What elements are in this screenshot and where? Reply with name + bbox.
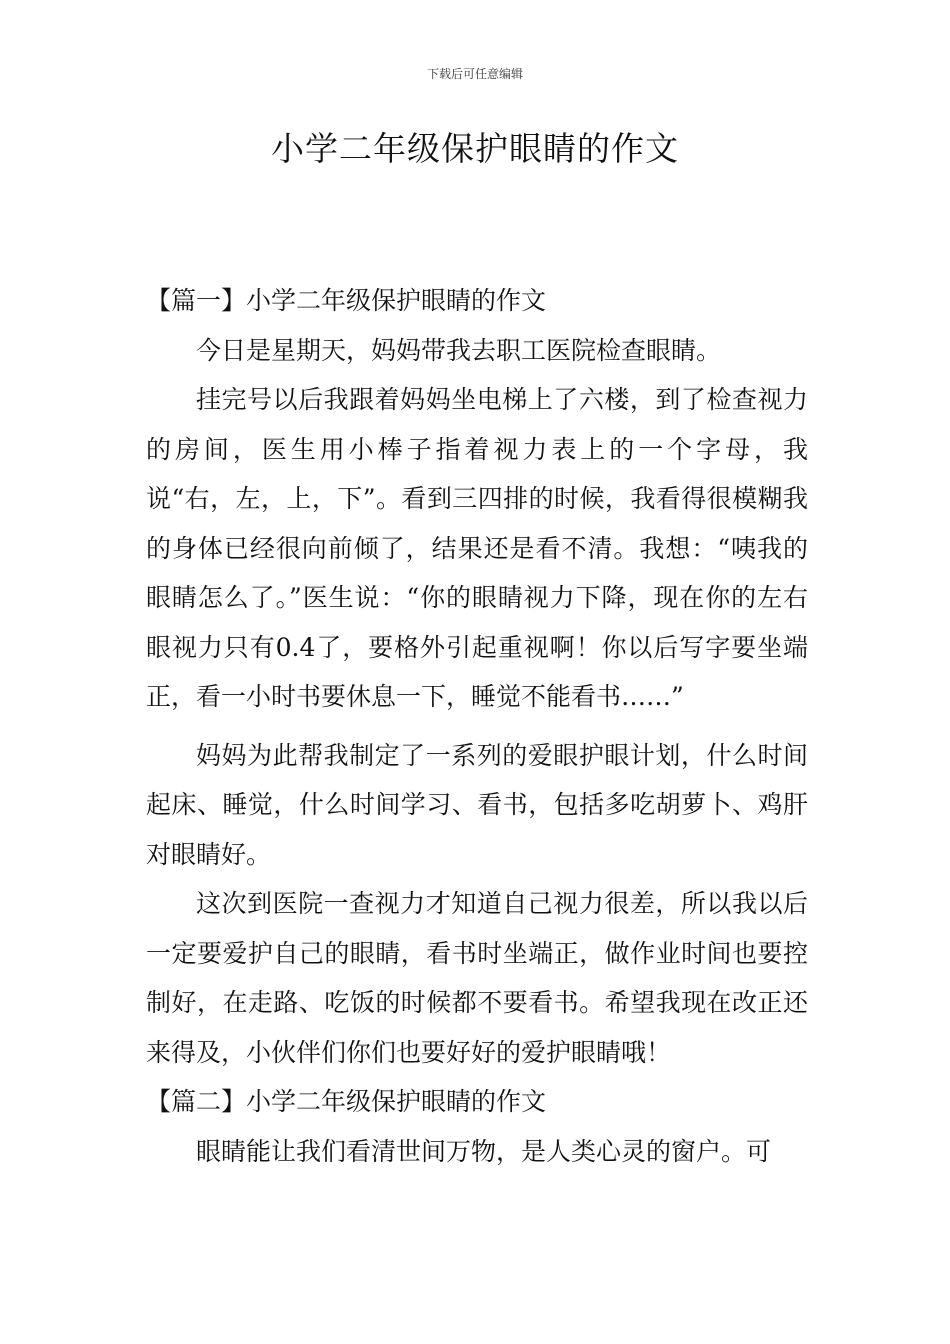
document-body: [146, 276, 808, 1176]
paragraph: 挂完号以后我跟着妈妈坐电梯上了六楼，到了检查视力的房间，医生用小棒子指着视力表上的一个字母，我说“右，左，上，下”。看到三四排的时候，我看得很模糊我的身体已经很向前倾了，结果还是看不清。我想：“咦我的眼睛怎么了。”医生说：“你的眼睛视力下降，现在你的左右眼视力只有0.4了，要格外引起重视啊！你以后写字要坐端正，看一小时书要休息一下，睡觉不能看书……”: [146, 385, 808, 711]
document-title: 小学二年级保护眼睛的作文: [271, 129, 679, 168]
section-heading-2: 【篇二】小学二年级保护眼睛的作文: [146, 1087, 547, 1116]
section-heading-1: 【篇一】小学二年级保护眼睛的作文: [146, 286, 547, 315]
header-note: 下载后可任意编辑: [426, 67, 523, 81]
paragraph: 这次到医院一查视力才知道自己视力很差，所以我以后一定要爱护自己的眼睛，看书时坐端正，做作业时间也要控制好，在走路、吃饭的时候都不要看书。希望我现在改正还来得及，小伙伴们你们也要好好的爱护眼睛哦！: [146, 889, 808, 1067]
paragraph: 妈妈为此帮我制定了一系列的爱眼护眼计划，什么时间起床、睡觉，什么时间学习、看书，包括多吃胡萝卜、鸡肝对眼睛好。: [146, 740, 808, 869]
paragraph: 今日是星期天，妈妈带我去职工医院检查眼睛。: [196, 335, 722, 365]
paragraph: 眼睛能让我们看清世间万物，是人类心灵的窗户。可: [196, 1136, 772, 1166]
